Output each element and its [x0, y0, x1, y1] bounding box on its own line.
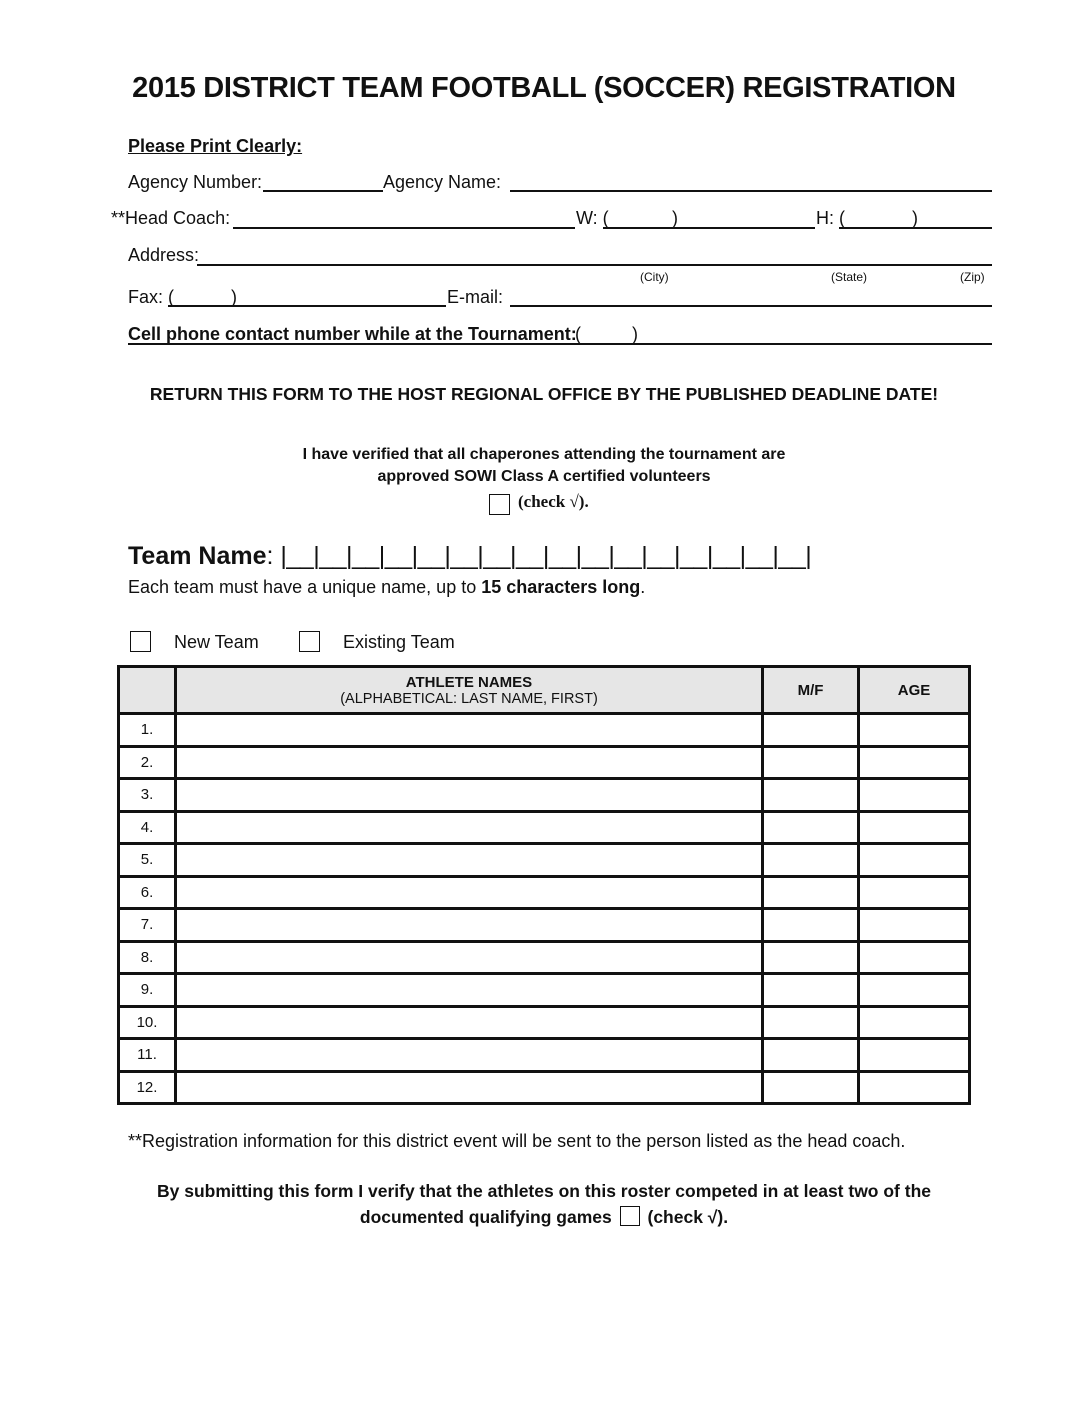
table-row — [119, 909, 970, 942]
state-caption: (State) — [831, 270, 868, 284]
work-phone-field[interactable] — [612, 206, 816, 230]
athlete-name-cell[interactable] — [176, 941, 763, 974]
athlete-name-cell[interactable] — [176, 1071, 763, 1104]
city-caption: (City) — [640, 270, 669, 284]
age-cell[interactable] — [859, 844, 970, 877]
home-phone-close: ) — [912, 208, 918, 228]
roster-header-number — [119, 667, 176, 714]
table-row — [119, 1039, 970, 1072]
gender-cell[interactable] — [763, 974, 859, 1007]
team-name-colon: : — [266, 542, 274, 570]
agency-number-field[interactable] — [263, 170, 387, 194]
gender-cell[interactable] — [763, 746, 859, 779]
row-number: 3. — [119, 779, 176, 812]
home-phone-label: H: ( — [816, 208, 845, 228]
athlete-name-cell[interactable] — [176, 876, 763, 909]
age-cell[interactable] — [859, 974, 970, 1007]
agency-name-field[interactable] — [510, 170, 996, 194]
roster-header-names-label: ATHLETE NAMES — [405, 673, 533, 691]
fax-close: ) — [231, 287, 237, 307]
head-coach-footnote: **Registration information for this district event will be sent to the person listed as the head coach. — [128, 1131, 906, 1151]
team-name-character-slots[interactable]: |__|__|__|__|__|__|__|__|__|__|__|__|__|__|__|__| — [280, 542, 812, 570]
row-number: 9. — [119, 974, 176, 1007]
age-cell[interactable] — [859, 1039, 970, 1072]
row-number: 6. — [119, 876, 176, 909]
table-row — [119, 1071, 970, 1104]
gender-cell[interactable] — [763, 1071, 859, 1104]
athlete-name-cell[interactable] — [176, 779, 763, 812]
qualifying-games-checkbox[interactable] — [620, 1206, 640, 1226]
table-row — [119, 941, 970, 974]
submit-verify-line2-pre: documented qualifying games — [359, 1207, 612, 1227]
row-number: 1. — [119, 714, 176, 747]
table-row — [119, 974, 970, 1007]
athlete-name-cell[interactable] — [176, 844, 763, 877]
athlete-name-cell[interactable] — [176, 1006, 763, 1039]
age-cell[interactable] — [859, 909, 970, 942]
gender-cell[interactable] — [763, 811, 859, 844]
chaperone-verify-line1: I have verified that all chaperones attending the tournament are — [302, 446, 786, 463]
row-number: 12. — [119, 1071, 176, 1104]
agency-number-label: Agency Number: — [128, 172, 263, 192]
table-row — [119, 1006, 970, 1039]
table-row — [119, 811, 970, 844]
chaperone-check-label: (check √). — [518, 492, 589, 511]
return-notice: RETURN THIS FORM TO THE HOST REGIONAL OFFICE BY THE PUBLISHED DEADLINE DATE! — [149, 384, 939, 404]
roster-header-names — [176, 667, 763, 714]
form-title: 2015 DISTRICT TEAM FOOTBALL (SOCCER) REGISTRATION — [132, 72, 956, 104]
team-name-hint-bold: 15 characters long — [481, 577, 641, 597]
email-label: E-mail: — [447, 287, 504, 307]
fax-field[interactable] — [178, 285, 448, 309]
gender-cell[interactable] — [763, 1006, 859, 1039]
athlete-name-cell[interactable] — [176, 909, 763, 942]
roster-header-row — [119, 667, 970, 714]
age-cell[interactable] — [859, 746, 970, 779]
chaperone-verify-checkbox[interactable] — [489, 494, 510, 515]
age-cell[interactable] — [859, 876, 970, 909]
athlete-name-cell[interactable] — [176, 746, 763, 779]
work-phone-close: ) — [672, 208, 678, 228]
row-number: 2. — [119, 746, 176, 779]
submit-verify-line2 — [0, 1206, 1088, 1228]
gender-cell[interactable] — [763, 844, 859, 877]
existing-team-label: Existing Team — [343, 632, 455, 652]
gender-cell[interactable] — [763, 876, 859, 909]
roster-header-mf: M/F — [763, 667, 859, 714]
roster-header-age: AGE — [859, 667, 970, 714]
gender-cell[interactable] — [763, 779, 859, 812]
gender-cell[interactable] — [763, 714, 859, 747]
table-row — [119, 876, 970, 909]
row-number: 7. — [119, 909, 176, 942]
age-cell[interactable] — [859, 779, 970, 812]
row-number: 4. — [119, 811, 176, 844]
row-number: 8. — [119, 941, 176, 974]
age-cell[interactable] — [859, 714, 970, 747]
existing-team-checkbox[interactable] — [299, 631, 320, 652]
new-team-label: New Team — [174, 632, 259, 652]
age-cell[interactable] — [859, 1071, 970, 1104]
row-number: 10. — [119, 1006, 176, 1039]
athlete-name-cell[interactable] — [176, 974, 763, 1007]
roster-header-names-sub: (ALPHABETICAL: LAST NAME, FIRST) — [340, 690, 598, 707]
row-number: 5. — [119, 844, 176, 877]
table-row — [119, 746, 970, 779]
table-row — [119, 714, 970, 747]
table-row — [119, 779, 970, 812]
age-cell[interactable] — [859, 941, 970, 974]
table-row — [119, 844, 970, 877]
home-phone-field[interactable] — [848, 206, 994, 230]
zip-caption: (Zip) — [960, 270, 985, 284]
cell-phone-field[interactable] — [586, 322, 994, 346]
athlete-name-cell[interactable] — [176, 1039, 763, 1072]
submit-verify-line1: By submitting this form I verify that the athletes on this roster competed in at least two of the — [157, 1181, 931, 1201]
gender-cell[interactable] — [763, 909, 859, 942]
agency-name-label: Agency Name: — [383, 172, 502, 192]
roster-body — [119, 714, 970, 1104]
team-name-label: Team Name — [128, 542, 267, 570]
chaperone-verify-line2: approved SOWI Class A certified volunteers — [377, 468, 711, 485]
please-print-label: Please Print Clearly: — [128, 136, 303, 156]
athlete-name-cell[interactable] — [176, 714, 763, 747]
cell-phone-close: ) — [632, 324, 638, 344]
new-team-checkbox[interactable] — [130, 631, 151, 652]
cell-phone-open: ( — [575, 324, 581, 344]
submit-verify-line2-post: (check √). — [647, 1207, 729, 1227]
gender-cell[interactable] — [763, 941, 859, 974]
work-phone-label: W: ( — [576, 208, 609, 228]
gender-cell[interactable] — [763, 1039, 859, 1072]
roster-table — [117, 665, 971, 1105]
team-name-hint-post: . — [640, 577, 646, 597]
team-name-hint — [128, 577, 645, 598]
cell-phone-label: Cell phone contact number while at the Tournament: — [128, 324, 577, 344]
head-coach-field[interactable] — [233, 206, 579, 230]
address-label: Address: — [128, 245, 200, 265]
fax-label: Fax: ( — [128, 287, 175, 307]
email-field[interactable] — [510, 285, 996, 309]
age-cell[interactable] — [859, 1006, 970, 1039]
team-name-hint-pre: Each team must have a unique name, up to — [128, 577, 482, 597]
row-number: 11. — [119, 1039, 176, 1072]
head-coach-label: **Head Coach: — [111, 208, 231, 228]
athlete-name-cell[interactable] — [176, 811, 763, 844]
age-cell[interactable] — [859, 811, 970, 844]
address-field[interactable] — [200, 243, 994, 267]
